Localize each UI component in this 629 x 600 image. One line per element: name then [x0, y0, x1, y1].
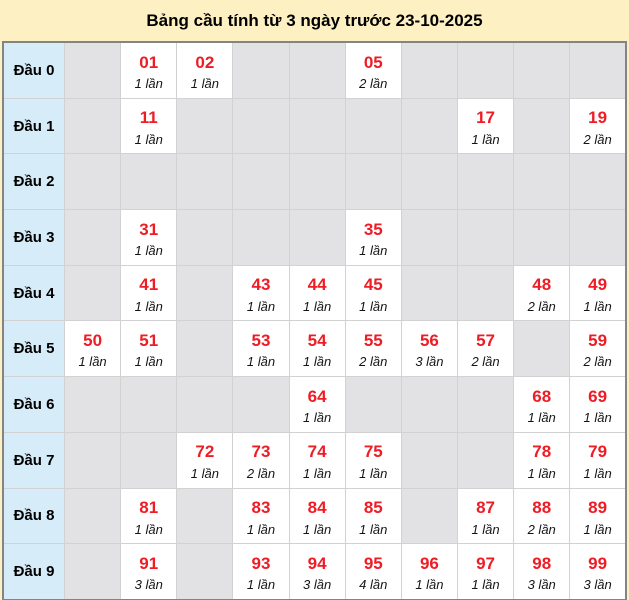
number-cell [289, 488, 345, 544]
number-cell [233, 544, 289, 600]
cell-times: 1 lần [190, 76, 219, 91]
empty-cell [233, 154, 289, 210]
cell-number: 01 [139, 52, 159, 72]
cell-times: 1 lần [415, 577, 444, 593]
table-row [3, 42, 626, 98]
cell-number: 81 [139, 498, 159, 517]
empty-cell [514, 321, 570, 377]
cell-number: 99 [588, 553, 608, 573]
empty-cell [177, 544, 233, 600]
number-cell [289, 432, 345, 488]
empty-cell [233, 377, 289, 433]
number-cell [121, 544, 177, 600]
table-row [3, 488, 626, 544]
cell-number: 79 [588, 442, 608, 462]
number-cell [233, 488, 289, 544]
cell-times: 3 lần [527, 577, 556, 593]
cell-number: 75 [363, 442, 383, 462]
cell-number: 48 [532, 275, 552, 295]
row-label: Đầu 3 [3, 210, 65, 266]
cell-times: 4 lần [359, 577, 388, 593]
empty-cell [514, 210, 570, 266]
number-cell [457, 488, 513, 544]
empty-cell [65, 377, 121, 433]
empty-cell [177, 377, 233, 433]
cell-number: 49 [588, 275, 608, 295]
row-label: Đầu 7 [3, 432, 65, 488]
empty-cell [233, 210, 289, 266]
cell-number: 87 [476, 498, 496, 517]
number-cell [121, 321, 177, 377]
cell-number: 98 [532, 553, 552, 573]
empty-cell [401, 265, 457, 321]
cell-number: 88 [532, 498, 552, 517]
cell-times: 1 lần [134, 131, 163, 147]
number-cell [345, 210, 401, 266]
empty-cell [65, 488, 121, 544]
cell-number: 35 [363, 219, 383, 239]
cell-times: 1 lần [359, 465, 388, 481]
empty-cell [457, 154, 513, 210]
cell-times: 1 lần [303, 521, 332, 537]
number-cell [289, 544, 345, 600]
cell-times: 1 lần [134, 243, 163, 259]
cell-times: 1 lần [190, 465, 219, 481]
empty-cell [289, 98, 345, 154]
empty-cell [345, 154, 401, 210]
number-cell [65, 321, 121, 377]
row-label: Đầu 4 [3, 265, 65, 321]
empty-cell [457, 42, 513, 98]
cell-number: 05 [363, 52, 383, 72]
empty-cell [401, 210, 457, 266]
empty-cell [570, 210, 626, 266]
number-cell [177, 432, 233, 488]
empty-cell [65, 432, 121, 488]
cell-times: 1 lần [471, 131, 500, 147]
cell-number: 84 [307, 498, 327, 517]
number-cell [345, 265, 401, 321]
number-cell [570, 98, 626, 154]
cell-times: 2 lần [583, 131, 612, 147]
cell-number: 78 [532, 442, 552, 462]
cell-times: 1 lần [527, 410, 556, 426]
number-cell [345, 432, 401, 488]
empty-cell [177, 488, 233, 544]
cell-number: 44 [307, 275, 327, 295]
empty-cell [401, 154, 457, 210]
number-cell [289, 377, 345, 433]
number-cell [289, 265, 345, 321]
table-row [3, 544, 626, 600]
cell-number: 55 [363, 330, 383, 350]
empty-cell [401, 488, 457, 544]
empty-cell [514, 154, 570, 210]
cell-times: 1 lần [134, 354, 163, 370]
table-row [3, 321, 626, 377]
empty-cell [457, 377, 513, 433]
cell-number: 64 [307, 386, 327, 406]
cell-times: 2 lần [471, 354, 500, 370]
cell-number: 69 [588, 386, 608, 406]
empty-cell [570, 42, 626, 98]
number-cell [121, 98, 177, 154]
cell-times: 1 lần [303, 298, 332, 314]
cell-times: 2 lần [527, 298, 556, 314]
empty-cell [233, 98, 289, 154]
table-row [3, 154, 626, 210]
cell-number: 43 [251, 275, 271, 295]
table-row [3, 210, 626, 266]
number-cell [514, 544, 570, 600]
table-row [3, 377, 626, 433]
cell-times: 1 lần [134, 76, 163, 91]
cell-times: 2 lần [583, 354, 612, 370]
empty-cell [65, 98, 121, 154]
empty-cell [233, 42, 289, 98]
row-label: Đầu 2 [3, 154, 65, 210]
row-label: Đầu 6 [3, 377, 65, 433]
page-title: Bảng cầu tính từ 3 ngày trước 23-10-2025 [146, 10, 483, 30]
empty-cell [65, 210, 121, 266]
number-cell [514, 265, 570, 321]
cell-times: 1 lần [583, 521, 612, 537]
cell-times: 3 lần [134, 577, 163, 593]
cell-number: 85 [363, 498, 383, 517]
row-label: Đầu 1 [3, 98, 65, 154]
row-label: Đầu 8 [3, 488, 65, 544]
empty-cell [289, 42, 345, 98]
number-cell [401, 321, 457, 377]
cell-times: 3 lần [583, 577, 612, 593]
empty-cell [345, 98, 401, 154]
cell-times: 2 lần [359, 354, 388, 370]
number-cell [457, 321, 513, 377]
empty-cell [177, 210, 233, 266]
cell-times: 1 lần [78, 354, 107, 370]
number-cell [345, 488, 401, 544]
cell-times: 1 lần [583, 298, 612, 314]
number-cell [121, 42, 177, 98]
cell-number: 91 [139, 553, 159, 573]
cell-times: 1 lần [303, 465, 332, 481]
cell-times: 1 lần [246, 354, 276, 370]
number-cell [345, 544, 401, 600]
cell-times: 1 lần [246, 521, 276, 537]
number-cell [121, 210, 177, 266]
number-cell [401, 544, 457, 600]
number-cell [514, 377, 570, 433]
cell-number: 96 [419, 553, 439, 573]
number-cell [233, 265, 289, 321]
cell-times: 2 lần [359, 76, 388, 91]
cell-times: 1 lần [359, 521, 388, 537]
empty-cell [570, 154, 626, 210]
cell-number: 93 [251, 553, 271, 573]
cell-times: 1 lần [583, 465, 612, 481]
number-cell [457, 544, 513, 600]
cell-times: 1 lần [303, 354, 332, 370]
number-cell [570, 321, 626, 377]
row-label: Đầu 0 [3, 42, 65, 98]
table-row [3, 265, 626, 321]
cell-times: 1 lần [134, 521, 163, 537]
row-label: Đầu 5 [3, 321, 65, 377]
cell-number: 50 [83, 330, 103, 350]
number-cell [289, 321, 345, 377]
empty-cell [457, 265, 513, 321]
number-cell [570, 265, 626, 321]
empty-cell [121, 154, 177, 210]
number-cell [233, 321, 289, 377]
number-cell [457, 98, 513, 154]
cell-number: 59 [588, 330, 608, 350]
cell-number: 56 [419, 330, 439, 350]
empty-cell [289, 154, 345, 210]
empty-cell [457, 432, 513, 488]
empty-cell [121, 377, 177, 433]
cell-number: 68 [532, 386, 552, 406]
cell-times: 1 lần [246, 577, 276, 593]
empty-cell [401, 42, 457, 98]
number-cell [233, 432, 289, 488]
cell-times: 3 lần [415, 354, 444, 370]
cell-times: 2 lần [246, 465, 276, 481]
number-cell [514, 488, 570, 544]
cell-number: 72 [195, 442, 215, 462]
cell-times: 1 lần [359, 243, 388, 259]
cell-number: 54 [307, 330, 327, 350]
empty-cell [177, 265, 233, 321]
empty-cell [457, 210, 513, 266]
empty-cell [177, 154, 233, 210]
empty-cell [65, 265, 121, 321]
cell-number: 17 [476, 108, 496, 128]
cell-number: 11 [139, 108, 158, 128]
cau-table [2, 41, 627, 600]
table-row [3, 98, 626, 154]
cell-number: 97 [476, 553, 496, 573]
cell-number: 45 [363, 275, 383, 295]
empty-cell [401, 432, 457, 488]
cell-number: 51 [139, 330, 159, 350]
cell-times: 1 lần [471, 577, 500, 593]
number-cell [570, 544, 626, 600]
cell-times: 1 lần [527, 465, 556, 481]
empty-cell [177, 321, 233, 377]
number-cell [345, 42, 401, 98]
empty-cell [514, 98, 570, 154]
empty-cell [289, 210, 345, 266]
cau-table-body [3, 42, 626, 600]
cell-times: 2 lần [527, 521, 556, 537]
empty-cell [401, 98, 457, 154]
number-cell [121, 265, 177, 321]
number-cell [570, 488, 626, 544]
cell-number: 95 [363, 553, 383, 573]
number-cell [345, 321, 401, 377]
empty-cell [65, 154, 121, 210]
cell-number: 53 [251, 330, 271, 350]
number-cell [177, 42, 233, 98]
cell-number: 89 [588, 498, 608, 517]
cell-number: 83 [251, 498, 271, 517]
cell-times: 1 lần [359, 298, 388, 314]
cell-number: 41 [139, 275, 159, 295]
number-cell [514, 432, 570, 488]
empty-cell [65, 544, 121, 600]
cell-number: 19 [588, 108, 608, 128]
number-cell [570, 432, 626, 488]
cell-times: 1 lần [134, 298, 163, 314]
cell-number: 57 [476, 330, 496, 350]
cell-number: 02 [195, 52, 215, 72]
empty-cell [121, 432, 177, 488]
number-cell [570, 377, 626, 433]
empty-cell [65, 42, 121, 98]
cell-times: 1 lần [303, 410, 332, 426]
table-row [3, 432, 626, 488]
cell-times: 1 lần [583, 410, 612, 426]
number-cell [121, 488, 177, 544]
empty-cell [514, 42, 570, 98]
empty-cell [401, 377, 457, 433]
cell-times: 1 lần [246, 298, 276, 314]
empty-cell [345, 377, 401, 433]
cell-number: 73 [251, 442, 271, 462]
empty-cell [177, 98, 233, 154]
cell-times: 1 lần [471, 521, 500, 537]
cell-number: 74 [307, 442, 327, 462]
cell-number: 31 [139, 219, 159, 239]
cell-times: 3 lần [303, 577, 332, 593]
row-label: Đầu 9 [3, 544, 65, 600]
cell-number: 94 [307, 553, 327, 573]
